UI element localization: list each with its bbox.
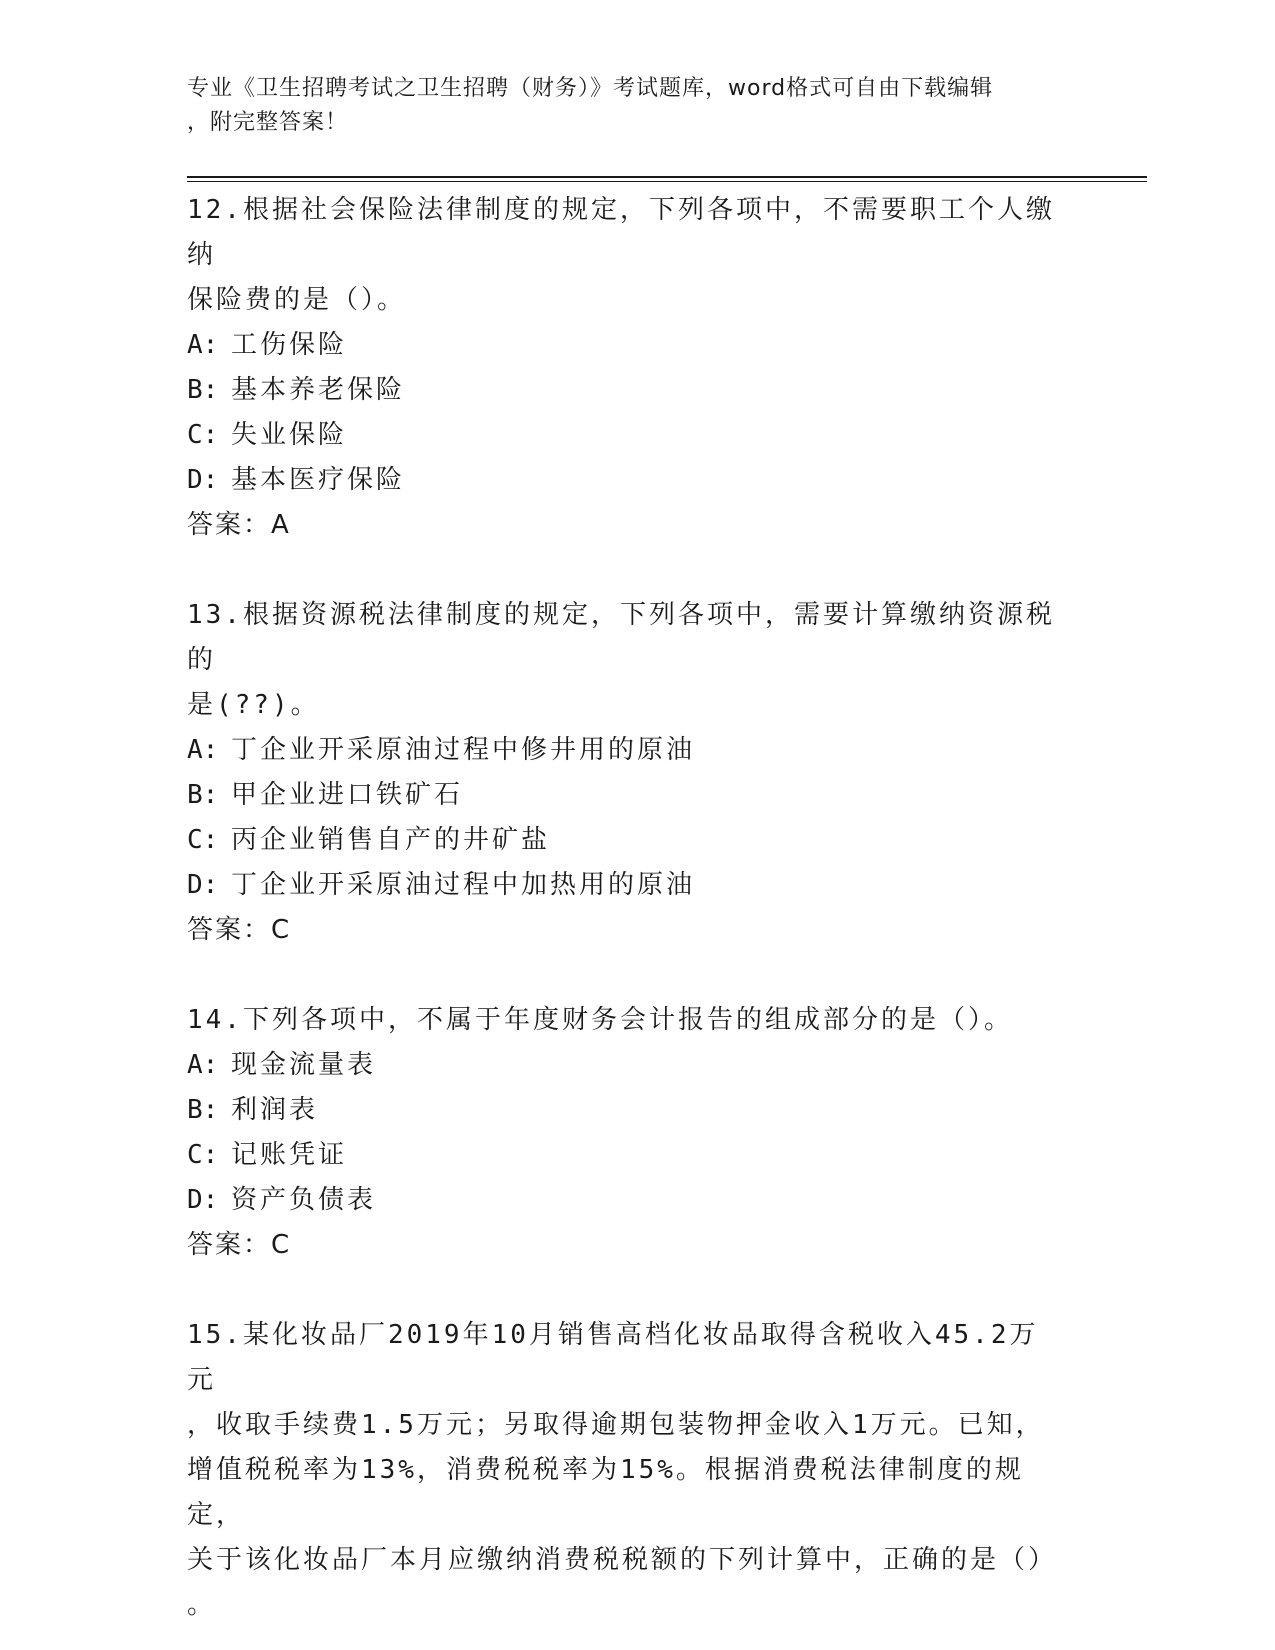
option-a [187, 1043, 1067, 1088]
option-text: 基本医疗保险 [231, 465, 406, 495]
option-letter: C: [187, 1140, 219, 1170]
option-d [187, 1178, 1067, 1223]
question-spacer [187, 1268, 1067, 1313]
option-b [187, 1088, 1067, 1133]
question-14 [187, 998, 1067, 1268]
answer-text: 答案：C [187, 915, 292, 945]
option-text: 丁企业开采原油过程中修井用的原油 [231, 735, 696, 765]
option-letter: D: [187, 870, 219, 900]
option-a [187, 728, 1067, 773]
question-13 [187, 593, 1067, 953]
question-stem-line: 增值税税率为13%，消费税税率为15%。根据消费税法律制度的规定， [187, 1455, 1024, 1530]
option-c [187, 818, 1067, 863]
question-stem [187, 593, 1067, 728]
question-stem-line: 保险费的是（）。 [187, 285, 407, 315]
question-stem [187, 1313, 1067, 1628]
option-letter: C: [187, 825, 219, 855]
question-list [187, 188, 1067, 1628]
option-letter: B: [187, 1095, 219, 1125]
option-c [187, 1133, 1067, 1178]
option-a [187, 323, 1067, 368]
answer-text: 答案：A [187, 510, 291, 540]
question-stem-line: 是(??)。 [187, 690, 320, 720]
question-15 [187, 1313, 1067, 1628]
question-stem-line: 13.根据资源税法律制度的规定，下列各项中，需要计算缴纳资源税的 [187, 600, 1055, 675]
option-text: 利润表 [231, 1095, 319, 1125]
option-letter: B: [187, 780, 219, 810]
option-b [187, 773, 1067, 818]
question-stem [187, 188, 1067, 323]
question-stem [187, 998, 1067, 1043]
header-divider-thin [187, 181, 1147, 182]
option-letter: A: [187, 330, 219, 360]
option-d [187, 458, 1067, 503]
header-line-1: 专业《卫生招聘考试之卫生招聘（财务）》考试题库，word格式可自由下载编辑 [187, 76, 994, 101]
option-text: 丙企业销售自产的井矿盐 [231, 825, 551, 855]
option-letter: C: [187, 420, 219, 450]
header-divider-thick [187, 176, 1147, 178]
question-stem-line: ，收取手续费1.5万元；另取得逾期包装物押金收入1万元。已知， [187, 1410, 1045, 1440]
option-text: 丁企业开采原油过程中加热用的原油 [231, 870, 696, 900]
question-stem-line: 14.下列各项中，不属于年度财务会计报告的组成部分的是（）。 [187, 1005, 1013, 1035]
option-text: 甲企业进口铁矿石 [231, 780, 464, 810]
option-text: 现金流量表 [231, 1050, 377, 1080]
question-stem-line: 12.根据社会保险法律制度的规定，下列各项中，不需要职工个人缴纳 [187, 195, 1055, 270]
question-stem-line: 。 [187, 1590, 217, 1620]
option-text: 基本养老保险 [231, 375, 406, 405]
option-letter: A: [187, 1050, 219, 1080]
question-stem-line: 15.某化妆品厂2019年10月销售高档化妆品取得含税收入45.2万元 [187, 1320, 1039, 1395]
option-text: 失业保险 [231, 420, 348, 450]
question-stem-line: 关于该化妆品厂本月应缴纳消费税税额的下列计算中，正确的是（） [187, 1545, 1058, 1575]
option-c [187, 413, 1067, 458]
document-header [187, 72, 1067, 140]
question-spacer [187, 548, 1067, 593]
option-text: 工伤保险 [231, 330, 348, 360]
option-text: 资产负债表 [231, 1185, 377, 1215]
option-letter: D: [187, 1185, 219, 1215]
option-d [187, 863, 1067, 908]
option-letter: D: [187, 465, 219, 495]
option-text: 记账凭证 [231, 1140, 348, 1170]
question-spacer [187, 953, 1067, 998]
option-b [187, 368, 1067, 413]
option-letter: A: [187, 735, 219, 765]
question-12 [187, 188, 1067, 548]
answer-text: 答案：C [187, 1230, 292, 1260]
option-letter: B: [187, 375, 219, 405]
header-line-2: ，附完整答案！ [187, 110, 349, 135]
